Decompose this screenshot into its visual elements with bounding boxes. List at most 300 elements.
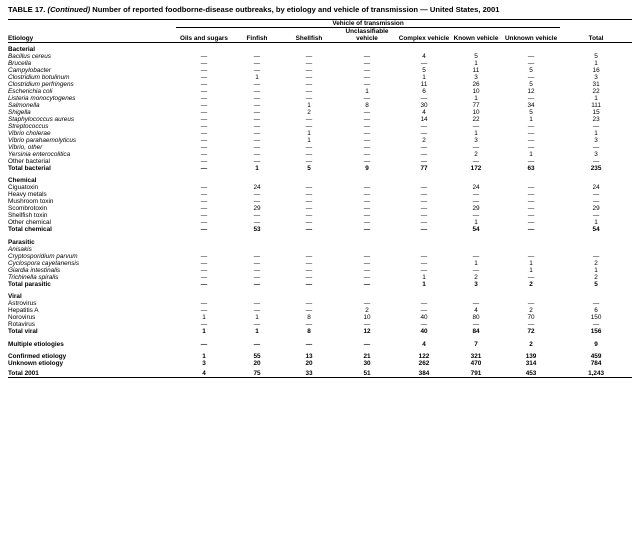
cell-value: 24 (592, 184, 600, 192)
cell-value: 40 (420, 314, 428, 322)
cell-value: — (592, 143, 600, 151)
cell-value: 70 (527, 314, 535, 322)
table-continued-label: (Continued) (47, 5, 91, 14)
cell-value: — (420, 59, 428, 67)
column-header-etiology: Etiology (8, 35, 34, 43)
cell-value: — (305, 226, 313, 234)
column-header-oils-and-sugars: Oils and sugars (180, 35, 228, 43)
cell-value: — (305, 266, 313, 274)
cell-value: 34 (527, 101, 535, 109)
cell-value: — (200, 150, 208, 158)
cell-value: — (305, 66, 313, 74)
table-row (8, 175, 632, 185)
table-row (8, 198, 632, 205)
cell-value: — (472, 212, 480, 220)
cell-value: — (527, 191, 535, 199)
cell-value: — (592, 157, 600, 165)
row-label: Shellfish toxin (8, 212, 48, 220)
row-label: Chemical (8, 177, 37, 185)
cell-value: — (305, 184, 313, 192)
cell-value: — (200, 164, 208, 172)
cell-value (232, 236, 282, 246)
cell-value: 172 (470, 164, 482, 172)
cell-value (176, 43, 232, 53)
cell-value: — (305, 122, 313, 130)
cell-value: — (253, 198, 261, 206)
cell-value: — (420, 300, 428, 308)
cell-value: — (305, 307, 313, 315)
cell-value (282, 246, 336, 253)
cell-value: 122 (418, 353, 430, 361)
row-label: Cyclospora cayetanensis (8, 259, 80, 267)
table-row (8, 360, 632, 367)
cell-value: 77 (472, 101, 480, 109)
cell-value: — (527, 94, 535, 102)
cell-value: 5 (594, 280, 598, 288)
row-label: Bacillus cereus (8, 52, 51, 60)
cell-value: — (527, 52, 535, 60)
cell-value (176, 291, 232, 301)
row-label: Hepatitis A (8, 307, 39, 315)
cell-value: 3 (594, 136, 598, 144)
row-label: Total 2001 (8, 370, 39, 378)
cell-value: 24 (253, 184, 261, 192)
table-row (8, 226, 632, 233)
cell-value: — (527, 252, 535, 260)
table-row (8, 321, 632, 328)
cell-value (560, 291, 632, 301)
cell-value (282, 236, 336, 246)
cell-value: — (253, 66, 261, 74)
cell-value (232, 291, 282, 301)
table-row (8, 338, 632, 348)
cell-value: 40 (420, 328, 428, 336)
cell-value: — (363, 108, 371, 116)
table-body (8, 43, 632, 378)
cell-value: — (527, 226, 535, 234)
cell-value: — (592, 252, 600, 260)
bottom-rule-row (8, 378, 632, 379)
cell-value: 4 (202, 370, 206, 378)
cell-value: — (200, 66, 208, 74)
cell-value: — (305, 219, 313, 227)
cell-value: — (200, 198, 208, 206)
cell-value: — (200, 205, 208, 213)
cell-value: 55 (253, 353, 261, 361)
cell-value: 1 (474, 94, 478, 102)
row-label: Total chemical (8, 226, 52, 234)
row-label: Parasitic (8, 238, 35, 246)
cell-value: — (363, 205, 371, 213)
cell-value: — (305, 143, 313, 151)
cell-value: 9 (365, 164, 369, 172)
row-label: Other chemical (8, 219, 51, 227)
cell-value (282, 175, 336, 185)
cell-value: 4 (422, 52, 426, 60)
outbreaks-table (8, 19, 632, 379)
cell-value: — (200, 108, 208, 116)
cell-value: — (420, 198, 428, 206)
table-title-text: Number of reported foodborne-disease outbreaks, by etiology and vehicle of transmission — United States, 2001 (92, 5, 500, 14)
cell-value: 1 (474, 219, 478, 227)
cell-value: 1 (594, 266, 598, 274)
cell-value: 3 (474, 280, 478, 288)
cell-value: — (200, 252, 208, 260)
cell-value: 3 (594, 73, 598, 81)
cell-value: 3 (474, 73, 478, 81)
cell-value: — (363, 280, 371, 288)
cell-value: — (253, 136, 261, 144)
cell-value: 29 (253, 205, 261, 213)
cell-value: — (527, 136, 535, 144)
cell-value (336, 291, 398, 301)
cell-value: — (420, 150, 428, 158)
cell-value: — (420, 157, 428, 165)
cell-value (232, 246, 282, 253)
row-label: Scombrotoxin (8, 205, 48, 213)
row-label: Astrovirus (8, 300, 37, 308)
table-row (8, 260, 632, 267)
cell-value: — (527, 73, 535, 81)
cell-value: 1 (474, 59, 478, 67)
cell-value: — (200, 273, 208, 281)
cell-value: — (592, 321, 600, 329)
cell-value: 10 (472, 108, 480, 116)
cell-value: — (305, 340, 313, 348)
cell-value: — (200, 129, 208, 137)
cell-value: 6 (422, 87, 426, 95)
cell-value: 1 (529, 150, 533, 158)
cell-value: 26 (472, 80, 480, 88)
cell-value: 139 (525, 353, 537, 361)
cell-value (232, 175, 282, 185)
cell-value: 6 (594, 307, 598, 315)
cell-value: 384 (418, 370, 430, 378)
cell-value: 9 (594, 340, 598, 348)
cell-value: — (363, 115, 371, 123)
column-header-shellfish: Shellfish (295, 35, 323, 43)
cell-value (232, 43, 282, 53)
cell-value: — (253, 307, 261, 315)
row-label: Trichinella spiralis (8, 273, 59, 281)
cell-value: 2 (307, 108, 311, 116)
table-row (8, 165, 632, 172)
cell-value: 12 (363, 328, 371, 336)
cell-value: — (363, 273, 371, 281)
cell-value: — (527, 212, 535, 220)
cell-value: 5 (422, 66, 426, 74)
column-header-row (8, 27, 632, 43)
cell-value: — (592, 198, 600, 206)
table-row (8, 370, 632, 378)
cell-value: — (253, 273, 261, 281)
cell-value: 470 (470, 360, 482, 368)
cell-value: 5 (529, 108, 533, 116)
cell-value (336, 175, 398, 185)
cell-value: 4 (422, 340, 426, 348)
cell-value: — (527, 122, 535, 130)
cell-value (502, 175, 560, 185)
row-label: Listeria monocytogenes (8, 94, 76, 102)
row-label: Total viral (8, 328, 38, 336)
cell-value: 24 (472, 184, 480, 192)
cell-value: — (592, 212, 600, 220)
row-label: Staphylococcus aureus (8, 115, 75, 123)
cell-value: 1 (307, 136, 311, 144)
column-header-known-vehicle: Known vehicle (453, 35, 499, 43)
table-row (8, 314, 632, 321)
table-row (8, 328, 632, 335)
cell-value: 77 (420, 164, 428, 172)
cell-value: — (253, 80, 261, 88)
table-row (8, 246, 632, 253)
cell-value: — (253, 212, 261, 220)
cell-value: — (305, 198, 313, 206)
cell-value: — (472, 143, 480, 151)
cell-value: — (527, 198, 535, 206)
cell-value: 80 (472, 314, 480, 322)
cell-value (560, 175, 632, 185)
cell-value: — (363, 198, 371, 206)
cell-value: 321 (470, 353, 482, 361)
row-label: Cryptosporidium parvum (8, 252, 78, 260)
row-label: Shigella (8, 108, 31, 116)
cell-value: — (363, 94, 371, 102)
cell-value (398, 246, 450, 253)
table-row (8, 351, 632, 361)
cell-value: — (420, 212, 428, 220)
cell-value: — (527, 143, 535, 151)
cell-value: — (527, 300, 535, 308)
table-row (8, 144, 632, 151)
cell-value: — (472, 252, 480, 260)
cell-value: 2 (422, 136, 426, 144)
cell-value: 22 (592, 87, 600, 95)
cell-value: — (200, 94, 208, 102)
cell-value: — (200, 212, 208, 220)
cell-value: 5 (307, 164, 311, 172)
cell-value: — (363, 143, 371, 151)
cell-value (450, 246, 502, 253)
cell-value: — (305, 212, 313, 220)
row-label: Vibrio, other (8, 143, 43, 151)
cell-value: 2 (474, 273, 478, 281)
cell-value: — (363, 150, 371, 158)
cell-value: — (200, 226, 208, 234)
table-label: TABLE 17. (8, 5, 46, 14)
column-header-finfish: Finfish (246, 35, 268, 43)
cell-value (282, 43, 336, 53)
row-label: Unknown etiology (8, 360, 64, 368)
cell-value: 8 (365, 101, 369, 109)
column-header-unknown-vehicle: Unknown vehicle (504, 35, 558, 43)
cell-value: 1 (365, 87, 369, 95)
cell-value: — (472, 321, 480, 329)
cell-value: — (420, 307, 428, 315)
cell-value: — (253, 150, 261, 158)
cell-value: — (472, 157, 480, 165)
row-label: Salmonella (8, 101, 40, 109)
cell-value (176, 236, 232, 246)
row-label: Other bacterial (8, 157, 50, 165)
row-label: Clostridium perfringens (8, 80, 74, 88)
cell-value: 8 (307, 328, 311, 336)
row-label: Brucella (8, 59, 32, 67)
cell-value: — (200, 115, 208, 123)
cell-value: 1 (594, 59, 598, 67)
cell-value: — (305, 94, 313, 102)
cell-value: — (305, 259, 313, 267)
cell-value: — (420, 191, 428, 199)
cell-value: — (305, 73, 313, 81)
table-row (8, 291, 632, 301)
table-row (8, 307, 632, 314)
table-row (8, 151, 632, 158)
table-row (8, 212, 632, 219)
cell-value (398, 175, 450, 185)
table-row (8, 274, 632, 281)
cell-value: 2 (474, 150, 478, 158)
cell-value: — (200, 157, 208, 165)
cell-value: — (592, 300, 600, 308)
cell-value: — (420, 94, 428, 102)
cell-value (336, 43, 398, 53)
cell-value: — (472, 122, 480, 130)
row-label: Norovirus (8, 314, 36, 322)
cell-value: — (420, 252, 428, 260)
cell-value (502, 236, 560, 246)
cell-value: — (305, 115, 313, 123)
cell-value: — (305, 87, 313, 95)
cell-value (176, 246, 232, 253)
cell-value: — (472, 300, 480, 308)
cell-value: — (363, 80, 371, 88)
cell-value: — (472, 266, 480, 274)
cell-value: 1 (474, 259, 478, 267)
table-row (8, 116, 632, 123)
cell-value: — (363, 219, 371, 227)
cell-value: 16 (592, 66, 600, 74)
cell-value: — (253, 143, 261, 151)
cell-value: 4 (422, 108, 426, 116)
cell-value: — (527, 184, 535, 192)
cell-value: 5 (529, 80, 533, 88)
cell-value: — (363, 340, 371, 348)
cell-value: — (253, 191, 261, 199)
table-row (8, 205, 632, 212)
table-row (8, 67, 632, 74)
table-row (8, 219, 632, 226)
cell-value: — (200, 143, 208, 151)
cell-value: 22 (472, 115, 480, 123)
spanner-row (8, 19, 632, 27)
cell-value: — (200, 52, 208, 60)
cell-value (450, 291, 502, 301)
row-label: Heavy metals (8, 191, 47, 199)
cell-value: — (200, 219, 208, 227)
table-row (8, 184, 632, 191)
cell-value: — (363, 136, 371, 144)
cell-value (450, 43, 502, 53)
table-row (8, 137, 632, 144)
cell-value: 14 (420, 115, 428, 123)
row-label: Mushroom toxin (8, 198, 54, 206)
cell-value: 1 (255, 328, 259, 336)
cell-value (450, 175, 502, 185)
cell-value: 21 (363, 353, 371, 361)
cell-value: — (253, 219, 261, 227)
cell-value: — (420, 205, 428, 213)
cell-value: 12 (527, 87, 535, 95)
cell-value: — (363, 252, 371, 260)
cell-value: — (253, 321, 261, 329)
cell-value: — (363, 266, 371, 274)
cell-value: — (420, 129, 428, 137)
cell-value: 1 (202, 314, 206, 322)
cell-value: 2 (594, 273, 598, 281)
cell-value: — (472, 198, 480, 206)
cell-value: 2 (365, 307, 369, 315)
column-header-complex-vehicle: Complex vehicle (398, 35, 450, 43)
cell-value: 29 (472, 205, 480, 213)
cell-value: 1 (255, 164, 259, 172)
cell-value: — (363, 184, 371, 192)
cell-value: — (527, 219, 535, 227)
cell-value: 53 (253, 226, 261, 234)
cell-value: 1 (594, 219, 598, 227)
cell-value: — (420, 143, 428, 151)
cell-value: 10 (363, 314, 371, 322)
table-row (8, 130, 632, 137)
cell-value: — (363, 157, 371, 165)
cell-value: — (363, 321, 371, 329)
cell-value (398, 43, 450, 53)
cell-value: — (253, 52, 261, 60)
cell-value: 20 (305, 360, 313, 368)
bottom-rule (8, 378, 632, 379)
cell-value: 20 (253, 360, 261, 368)
table-row (8, 109, 632, 116)
row-label: Yersinia enterocolitica (8, 150, 71, 158)
cell-value: 1 (594, 94, 598, 102)
cell-value (282, 291, 336, 301)
cell-value: 63 (527, 164, 535, 172)
cell-value: — (363, 59, 371, 67)
table-row (8, 88, 632, 95)
row-label: Vibrio parahaemolyticus (8, 136, 77, 144)
cell-value: 31 (592, 80, 600, 88)
cell-value (502, 246, 560, 253)
cell-value: — (527, 129, 535, 137)
cell-value: 111 (591, 101, 601, 109)
cell-value (398, 291, 450, 301)
cell-value: 30 (363, 360, 371, 368)
cell-value (560, 43, 632, 53)
cell-value: — (363, 52, 371, 60)
row-label: Anisakis (8, 245, 32, 253)
cell-value: 459 (590, 353, 602, 361)
table-row (8, 43, 632, 53)
table-row (8, 253, 632, 260)
cell-value: — (200, 191, 208, 199)
cell-value (336, 236, 398, 246)
row-label: Rotavirus (8, 321, 35, 329)
cell-value: 1 (529, 259, 533, 267)
cell-value: 5 (529, 66, 533, 74)
cell-value: — (200, 184, 208, 192)
cell-value: 156 (590, 328, 602, 336)
cell-value: 2 (529, 307, 533, 315)
